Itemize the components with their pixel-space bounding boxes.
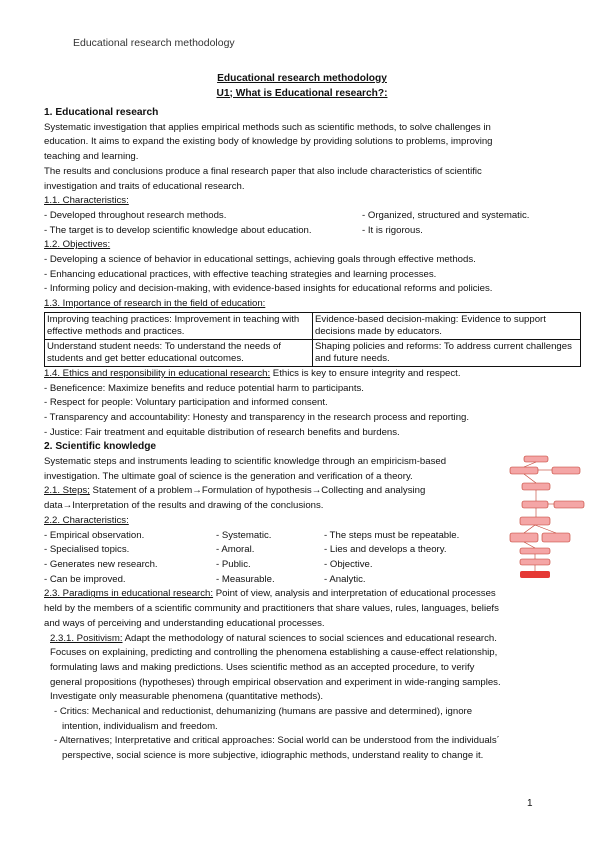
positivism-line: Focuses on explaining, predicting and controlling the phenomena establishing a cause-effect relationship, [50,647,498,659]
ethics-intro: Ethics is key to ensure integrity and respect. [270,367,461,379]
steps-heading: 2.1. Steps; [44,485,90,497]
characteristic-item: - Generates new research. [44,558,158,570]
characteristic-item: - It is rigorous. [362,224,423,236]
characteristics-grid-row [44,529,560,544]
s2-para-line1: Systematic steps and instruments leading to scientific knowledge through an empiricism-based [44,456,447,468]
flow-node [552,467,580,474]
steps-line1 [44,484,560,499]
steps-text: Statement of a problem→Formulation of hypothesis→Collecting and analysing [89,485,426,497]
characteristic-item: - The steps must be repeatable. [324,529,460,541]
critics-line1: - Critics: Mechanical and reductionist, dehumanizing (humans are passive and determined), ignore [54,706,473,718]
critics-item [50,705,560,734]
characteristics-grid-row [44,543,560,558]
flow-node [524,456,548,462]
positivism-line: formulating laws and making predictions. Uses scientific method as an accepted procedure, to verify [50,661,475,673]
positivism-block [44,632,560,764]
flow-node [554,501,584,508]
ethics-item: - Transparency and accountability: Honesty and transparency in the research process and reporting. [44,411,470,423]
characteristic-item: - Amoral. [216,544,255,556]
characteristic-item: - The target is to develop scientific knowledge about education. [44,224,312,236]
ethics-item: - Beneficence: Maximize benefits and reduce potential harm to participants. [44,382,364,394]
flow-node [522,501,548,508]
characteristic-item: - Analytic. [324,573,366,585]
section-1-heading: 1. Educational research [44,107,159,118]
positivism-line: general propositions (hypotheses) through empirical observation and experiment in wide-ranging samples. [50,676,501,688]
positivism-line1 [50,632,560,647]
flow-edge [524,542,535,548]
table-cell: Understand student needs: To understand the needs of students and get better educational outcomes. [45,339,313,366]
ethics-item: - Respect for people: Voluntary participation and informed consent. [44,397,328,409]
alternatives-line1: - Alternatives; Interpretative and critical approaches: Social world can be understood from the individuals´ [54,735,500,747]
characteristic-item: - Specialised topics. [44,544,130,556]
paradigms-heading: 2.3. Paradigms in educational research: [44,588,214,600]
document-subtitle: U1; What is Educational research?: [216,87,388,99]
flow-node [520,517,550,525]
flow-edge [524,462,536,467]
positivism-line: Investigate only measurable phenomena (quantitative methods). [50,691,324,703]
characteristic-item: - Developed throughout research methods. [44,209,227,221]
table-row [45,339,581,366]
content [44,72,572,764]
flow-node [510,467,538,474]
scientific-method-flowchart [508,455,586,580]
characteristic-item: - Empirical observation. [44,529,145,541]
s1-para1-line2: education. It aims to expand the existing body of knowledge by providing solutions to problems, improving [44,136,493,148]
ethics-heading: 1.4. Ethics and responsibility in educational research: [44,367,271,379]
s1-para1-line3: teaching and learning. [44,151,139,163]
table-cell: Evidence-based decision-making: Evidence to support decisions made by educators. [313,312,581,339]
objectives-heading: 1.2. Objectives: [44,239,111,251]
importance-heading: 1.3. Importance of research in the field of education: [44,298,266,310]
characteristic-item: - Systematic. [216,529,272,541]
characteristics-grid-row [44,573,560,588]
ethics-line [44,367,560,382]
positivism-text: Adapt the methodology of natural sciences to social sciences and educational research. [122,632,497,644]
characteristics-heading: 1.1. Characteristics: [44,195,129,207]
flow-node [520,559,550,565]
positivism-heading: 2.3.1. Positivism: [50,632,123,644]
objective-item: - Enhancing educational practices, with effective teaching strategies and learning processes. [44,268,437,280]
alternatives-line2: perspective, social science is more subjective, idiographic methods, understand reality to change it. [62,750,484,762]
document-title: Educational research methodology [217,73,387,84]
flow-node-final [520,571,550,578]
table-cell: Improving teaching practices: Improvement in teaching with effective methods and practices. [45,312,313,339]
s2-characteristics-heading: 2.2. Characteristics: [44,514,129,526]
characteristics-row-1 [44,209,560,224]
ethics-item: - Justice: Fair treatment and equitable distribution of research benefits and burdens. [44,426,400,438]
characteristic-item: - Measurable. [216,573,275,585]
table-row [45,312,581,339]
objective-item: - Developing a science of behavior in educational settings, achieving goals through effective methods. [44,254,476,266]
s1-para1-line1: Systematic investigation that applies empirical methods such as scientific methods, to solve challenges in [44,121,491,133]
flow-node [522,483,550,490]
s2-para-line2: investigation. The ultimate goal of science is the generation and verification of a theory. [44,470,413,482]
characteristic-item: - Organized, structured and systematic. [362,209,530,221]
flow-edge [524,525,535,533]
characteristics-row-2 [44,224,560,239]
paradigms-line3: and ways of perceiving and understanding educational processes. [44,617,325,629]
flow-edge [535,525,556,533]
paradigms-line1 [44,587,560,602]
alternatives-item [50,734,560,763]
characteristic-item: - Can be improved. [44,573,126,585]
steps-line2: data→Interpretation of the results and drawing of the conclusions. [44,500,324,512]
importance-table [44,312,581,367]
s1-para2-line1: The results and conclusions produce a final research paper that also include characteristics of scientific [44,165,482,177]
objective-item: - Informing policy and decision-making, with evidence-based insights for educational reforms and policies. [44,283,493,295]
page-number: 1 [527,798,533,809]
paradigms-text: Point of view, analysis and interpretation of educational processes [213,588,496,600]
flow-node [520,548,550,554]
section-2-heading: 2. Scientific knowledge [44,441,157,453]
running-header: Educational research methodology [73,37,235,49]
characteristics-grid-row [44,558,560,573]
characteristic-item: - Public. [216,558,251,570]
s1-para2-line2: investigation and traits of educational research. [44,180,245,192]
characteristic-item: - Lies and develops a theory. [324,544,447,556]
critics-line2: intention, individualism and freedom. [62,720,218,732]
flow-node [542,533,570,542]
table-cell: Shaping policies and reforms: To address current challenges and future needs. [313,339,581,366]
paradigms-line2: held by the members of a scientific community and practitioners that share values, rules, languages, beliefs [44,603,499,615]
characteristic-item: - Objective. [324,558,373,570]
flow-node [510,533,538,542]
flow-edge [524,474,536,483]
